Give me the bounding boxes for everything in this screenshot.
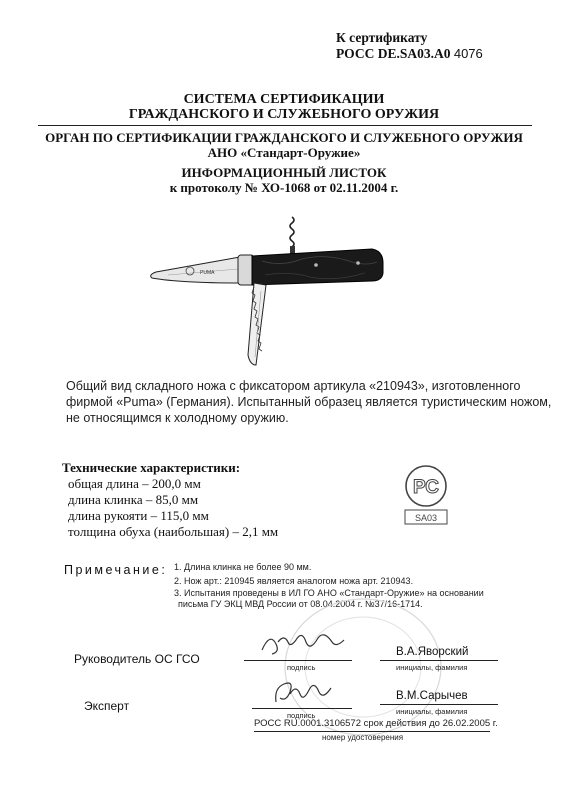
organ-title-line1: ОРГАН ПО СЕРТИФИКАЦИИ ГРАЖДАНСКОГО И СЛУЖЕБНОГО ОРУЖИЯ xyxy=(45,130,523,145)
expert-role: Эксперт xyxy=(84,699,130,713)
head-signature xyxy=(258,628,348,660)
expert-name-line xyxy=(380,704,498,705)
note-2: 2. Нож арт.: 210945 является аналогом ножа арт. 210943. xyxy=(174,576,414,586)
certificate-code: РОСС DE.SA03.A0 xyxy=(336,46,451,61)
specs-heading: Технические характеристики: xyxy=(62,460,241,475)
registration-line xyxy=(254,731,490,732)
certification-mark xyxy=(396,462,456,528)
spec-blade-length: длина клинка – 85,0 мм xyxy=(68,492,199,507)
certificate-reference xyxy=(336,46,483,62)
system-title-line2: ГРАЖДАНСКОГО И СЛУЖЕБНОГО ОРУЖИЯ xyxy=(128,107,440,122)
head-name-caption: инициалы, фамилия xyxy=(396,663,468,672)
description-line3: не относящимся к холодному оружию. xyxy=(66,411,289,425)
registration-caption: номер удостоверения xyxy=(322,733,404,742)
knife-photo xyxy=(140,205,390,375)
head-signature-line xyxy=(244,660,352,661)
head-signature-caption: подпись xyxy=(287,663,316,672)
expert-name-caption: инициалы, фамилия xyxy=(396,707,468,716)
certificate-label: К сертификату xyxy=(336,30,428,45)
notes-heading: Примечание: xyxy=(64,563,168,577)
mark-code: SA03 xyxy=(414,513,438,523)
head-name-line xyxy=(380,660,498,661)
blade-marking: PUMA xyxy=(200,270,215,276)
saw-blade xyxy=(248,283,266,365)
spec-handle-length: длина рукояти – 115,0 мм xyxy=(68,508,209,523)
knife-handle xyxy=(252,249,383,285)
title-divider xyxy=(38,125,532,126)
spec-overall-length: общая длина – 200,0 мм xyxy=(68,476,201,491)
note-1: 1. Длина клинка не более 90 мм. xyxy=(174,562,312,572)
head-name: В.А.Яворский xyxy=(396,646,469,658)
system-title-line1: СИСТЕМА СЕРТИФИКАЦИИ xyxy=(183,92,385,107)
note-3: 3. Испытания проведены в ИЛ ГО АНО «Стандарт-Оружие» на основании xyxy=(174,588,484,598)
description-line1: Общий вид складного ножа с фиксатором артикула «210943», изготовленного xyxy=(66,379,521,393)
organ-title-line2: АНО «Стандарт-Оружие» xyxy=(207,145,361,160)
corkscrew xyxy=(290,217,294,247)
head-role: Руководитель ОС ГСО xyxy=(74,652,200,666)
expert-signature-line xyxy=(252,708,352,709)
expert-signature-caption: подпись xyxy=(287,711,316,720)
mark-logo: РС xyxy=(413,477,439,498)
note-3-continued: письма ГУ ЭКЦ МВД России от 08.04.2004 г. №37/16-1714. xyxy=(178,599,423,609)
protocol-reference: к протоколу № ХО-1068 от 02.11.2004 г. xyxy=(169,180,399,195)
expert-name: В.М.Сарычев xyxy=(396,690,468,702)
expert-signature xyxy=(268,676,348,710)
certificate-number: 4076 xyxy=(453,46,483,61)
spec-spine-thickness: толщина обуха (наибольшая) – 2,1 мм xyxy=(68,524,279,539)
description-line2: фирмой «Puma» (Германия). Испытанный образец является туристическим ножом, xyxy=(66,395,552,409)
info-sheet-title: ИНФОРМАЦИОННЫЙ ЛИСТОК xyxy=(181,165,387,180)
registration-number: РОСС RU.0001.3106572 срок действия до 26.02.2005 г. xyxy=(254,718,498,729)
